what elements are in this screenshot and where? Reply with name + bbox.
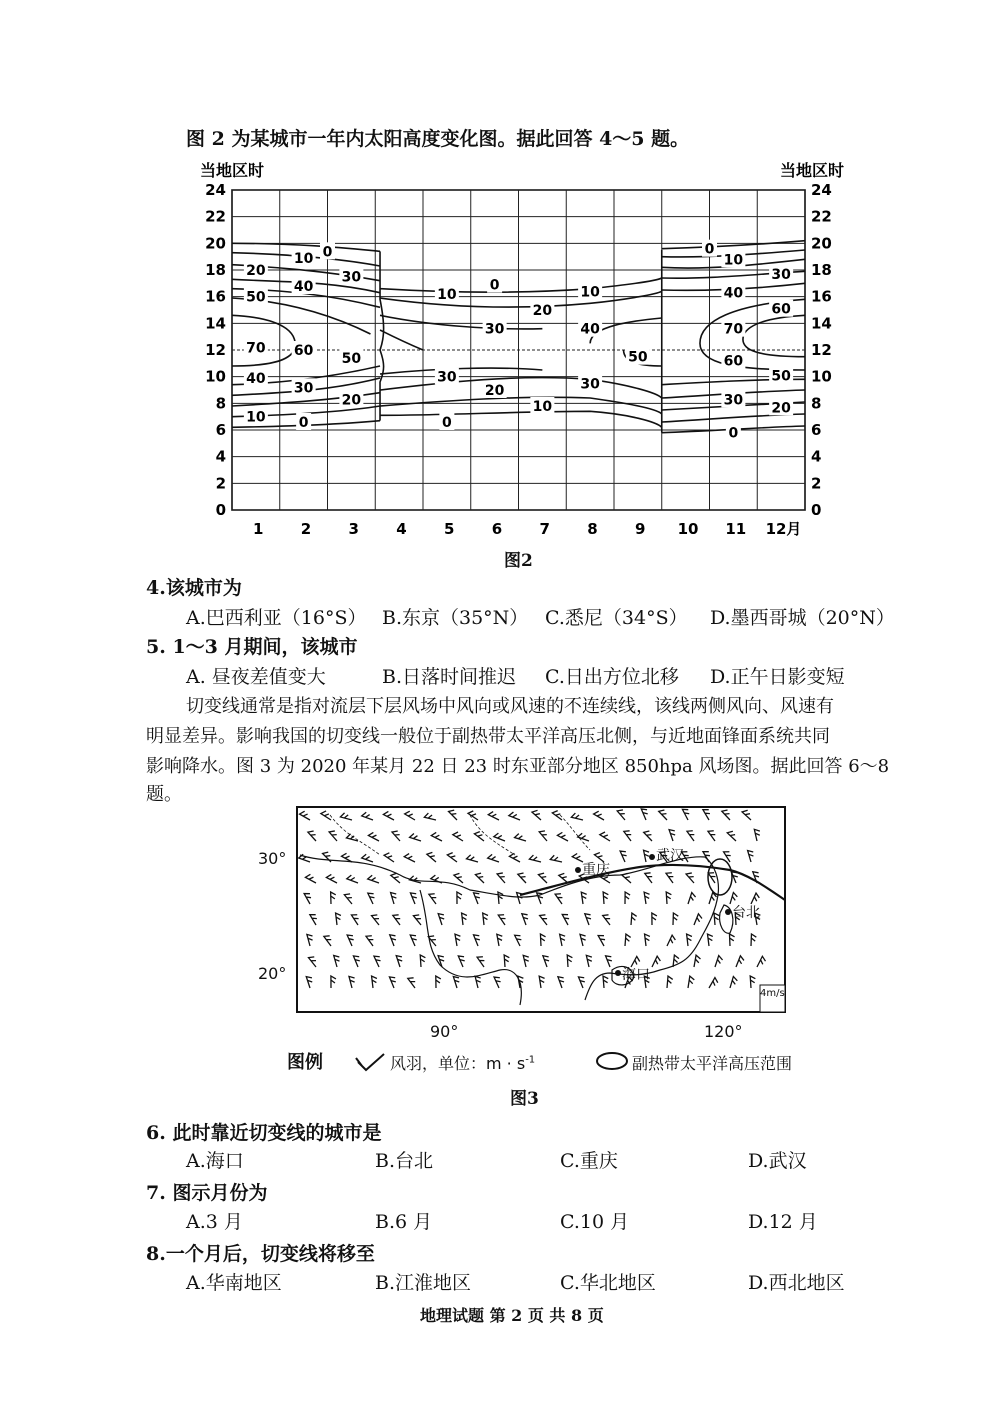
contour-label: 0 xyxy=(442,415,452,431)
contour-label: 40 xyxy=(246,371,266,387)
page-footer: 地理试题 第 2 页 共 8 页 xyxy=(420,1306,604,1325)
y-tick-right: 10 xyxy=(811,367,832,386)
y-tick-right: 20 xyxy=(811,234,832,253)
contour-label: 10 xyxy=(246,409,266,426)
y-tick-right: 6 xyxy=(811,421,822,439)
contour-line xyxy=(662,241,805,249)
y-tick-right: 12 xyxy=(811,341,832,359)
q4-option-a[interactable]: A.巴西利亚（16°S） xyxy=(186,607,367,629)
haikou-dot xyxy=(615,970,621,976)
high-pressure-legend-icon xyxy=(594,1050,630,1072)
contour-label: 40 xyxy=(723,285,744,302)
q4-stem: 4.该城市为 xyxy=(146,577,242,599)
contour-label: 30 xyxy=(771,267,791,283)
fig3-caption: 图3 xyxy=(510,1089,539,1109)
y-tick-left: 20 xyxy=(205,234,226,253)
y-tick-left: 0 xyxy=(215,501,226,519)
contour-label: 30 xyxy=(484,321,505,338)
lat-label-20: 20° xyxy=(258,964,287,983)
q6-option-c[interactable]: C.重庆 xyxy=(560,1150,618,1172)
q6-option-b[interactable]: B.台北 xyxy=(375,1150,434,1172)
y-tick-left: 2 xyxy=(215,474,226,493)
q5-option-d[interactable]: D.正午日影变短 xyxy=(710,666,845,688)
y-tick-left: 10 xyxy=(205,367,226,386)
legend-high-text: 副热带太平洋高压范围 xyxy=(632,1054,793,1073)
y-tick-left: 4 xyxy=(215,447,226,466)
chart-grid xyxy=(232,190,805,510)
contour-label: 10 xyxy=(437,287,457,303)
contour-label: 40 xyxy=(580,321,600,338)
contour-label: 10 xyxy=(293,251,314,267)
scale-label: 4m/s xyxy=(760,988,785,999)
fig2-caption: 图2 xyxy=(504,551,533,571)
q7-option-b[interactable]: B.6 月 xyxy=(375,1211,433,1233)
q5-option-b[interactable]: B.日落时间推迟 xyxy=(382,666,517,688)
y-tick-right: 22 xyxy=(811,207,832,226)
y-tick-left: 6 xyxy=(215,421,226,439)
contour-label: 40 xyxy=(293,279,314,295)
y-tick-right: 18 xyxy=(811,261,832,279)
y-tick-right: 16 xyxy=(811,287,832,306)
contour-label: 0 xyxy=(728,425,739,442)
x-tick: 11 xyxy=(725,520,747,538)
taipei-dot xyxy=(725,909,731,915)
q4-option-b[interactable]: B.东京（35°N） xyxy=(382,607,529,629)
y-tick-left: 16 xyxy=(205,287,226,306)
x-tick: 9 xyxy=(635,520,646,538)
wind-barb-legend-icon xyxy=(354,1052,388,1074)
passage-line-4: 题。 xyxy=(146,784,182,805)
contour-label: 30 xyxy=(293,380,314,397)
contour-label: 60 xyxy=(723,353,744,370)
y-tick-left: 18 xyxy=(205,261,226,279)
q8-stem: 8.一个月后，切变线将移至 xyxy=(146,1243,375,1265)
x-tick: 5 xyxy=(444,520,455,538)
contour-label: 0 xyxy=(298,415,309,431)
contour-label: 0 xyxy=(704,241,715,258)
contour-label: 50 xyxy=(628,349,648,366)
contour-label: 20 xyxy=(246,263,266,279)
contour-label: 50 xyxy=(246,289,266,306)
x-tick: 6 xyxy=(491,520,503,538)
contour-label: 20 xyxy=(532,303,553,319)
contour-line xyxy=(380,378,662,398)
right-axis-title: 当地区时 xyxy=(780,161,845,180)
y-tick-left: 8 xyxy=(215,394,226,413)
q6-option-a[interactable]: A.海口 xyxy=(186,1150,244,1172)
q5-stem: 5. 1～3 月期间，该城市 xyxy=(146,636,358,658)
contour-label: 10 xyxy=(723,252,744,269)
q8-option-b[interactable]: B.江淮地区 xyxy=(375,1272,472,1294)
y-tick-left: 24 xyxy=(205,181,226,199)
q5-option-a[interactable]: A. 昼夜差值变大 xyxy=(186,666,326,688)
x-tick: 4 xyxy=(396,520,407,538)
contour-line xyxy=(380,278,662,292)
q6-stem: 6. 此时靠近切变线的城市是 xyxy=(146,1122,382,1144)
chongqing-dot xyxy=(575,867,581,873)
q4-option-d[interactable]: D.墨西哥城（20°N） xyxy=(710,607,895,629)
contour-label: 0 xyxy=(322,244,333,261)
passage-line-3: 影响降水。图 3 为 2020 年某月 22 日 23 时东亚部分地区 850hpa 风场图。据此回答 6～8 xyxy=(146,756,890,777)
city-haikou: 海口 xyxy=(622,967,650,983)
q4-option-c[interactable]: C.悉尼（34°S） xyxy=(545,607,688,629)
contour-line xyxy=(380,330,423,350)
legend-wind: 风羽，单位：m · s xyxy=(390,1054,526,1073)
contour-label: 30 xyxy=(723,392,744,409)
y-tick-left: 12 xyxy=(205,341,226,359)
intro-fig2: 图 2 为某城市一年内太阳高度变化图。据此回答 4～5 题。 xyxy=(186,128,690,150)
contour-label: 30 xyxy=(580,376,600,393)
lon-label-120: 120° xyxy=(704,1022,743,1041)
contour-line xyxy=(380,251,384,350)
contour-label: 60 xyxy=(293,343,314,359)
passage-line-2: 明显差异。影响我国的切变线一般位于副热带太平洋高压北侧，与近地面锋面系统共同 xyxy=(146,726,830,747)
y-tick-right: 2 xyxy=(811,474,822,493)
x-tick: 10 xyxy=(677,520,699,538)
contour-line xyxy=(380,411,662,427)
x-tick: 1 xyxy=(253,520,264,538)
legend-wind-text xyxy=(390,1051,535,1074)
wuhan-dot xyxy=(649,854,655,860)
city-taipei: 台北 xyxy=(732,905,760,921)
y-tick-right: 4 xyxy=(811,447,822,466)
q7-option-d[interactable]: D.12 月 xyxy=(748,1211,818,1233)
contour-label: 30 xyxy=(437,369,457,386)
contour-label: 10 xyxy=(532,399,553,415)
contour-label: 0 xyxy=(489,277,500,294)
city-wuhan: 武汉 xyxy=(656,848,684,864)
lat-label-30: 30° xyxy=(258,849,287,868)
y-tick-right: 8 xyxy=(811,394,822,413)
contour-label: 70 xyxy=(723,321,744,338)
contour-label: 10 xyxy=(580,284,600,301)
contour-label: 20 xyxy=(771,400,791,417)
contour-label: 30 xyxy=(341,269,362,286)
contour-line xyxy=(380,291,662,307)
x-tick: 12月 xyxy=(765,520,802,538)
city-chongqing: 重庆 xyxy=(582,862,610,878)
contour-line xyxy=(380,397,662,414)
left-axis-title: 当地区时 xyxy=(200,161,265,180)
x-tick: 3 xyxy=(348,520,359,538)
q8-option-c[interactable]: C.华北地区 xyxy=(560,1272,656,1294)
contour-label: 20 xyxy=(484,383,505,399)
x-tick: 2 xyxy=(300,520,312,538)
y-tick-left: 14 xyxy=(205,314,226,333)
q6-option-d[interactable]: D.武汉 xyxy=(748,1150,807,1172)
x-tick: 7 xyxy=(539,520,550,538)
legend-wind-sup: -1 xyxy=(525,1054,536,1066)
contour-label: 60 xyxy=(771,301,791,318)
y-tick-right: 24 xyxy=(811,181,832,199)
q5-option-c[interactable]: C.日出方位北移 xyxy=(545,666,679,688)
q7-option-a[interactable]: A.3 月 xyxy=(186,1211,243,1233)
x-tick: 8 xyxy=(587,520,598,538)
legend-title: 图例 xyxy=(287,1052,323,1073)
y-tick-right: 14 xyxy=(811,314,832,333)
y-tick-left: 22 xyxy=(205,207,226,226)
passage-line-1: 切变线通常是指对流层下层风场中风向或风速的不连续线，该线两侧风向、风速有 xyxy=(186,696,834,717)
lon-label-90: 90° xyxy=(430,1022,459,1041)
q8-option-a[interactable]: A.华南地区 xyxy=(186,1272,282,1294)
q7-option-c[interactable]: C.10 月 xyxy=(560,1211,630,1233)
contour-label: 20 xyxy=(341,392,362,409)
y-tick-right: 0 xyxy=(811,501,822,519)
contour-label: 50 xyxy=(341,351,362,367)
q8-option-d[interactable]: D.西北地区 xyxy=(748,1272,845,1294)
contour-label: 50 xyxy=(771,368,791,385)
contour-line xyxy=(380,350,384,421)
q7-stem: 7. 图示月份为 xyxy=(146,1182,268,1204)
contour-label: 70 xyxy=(246,340,266,357)
